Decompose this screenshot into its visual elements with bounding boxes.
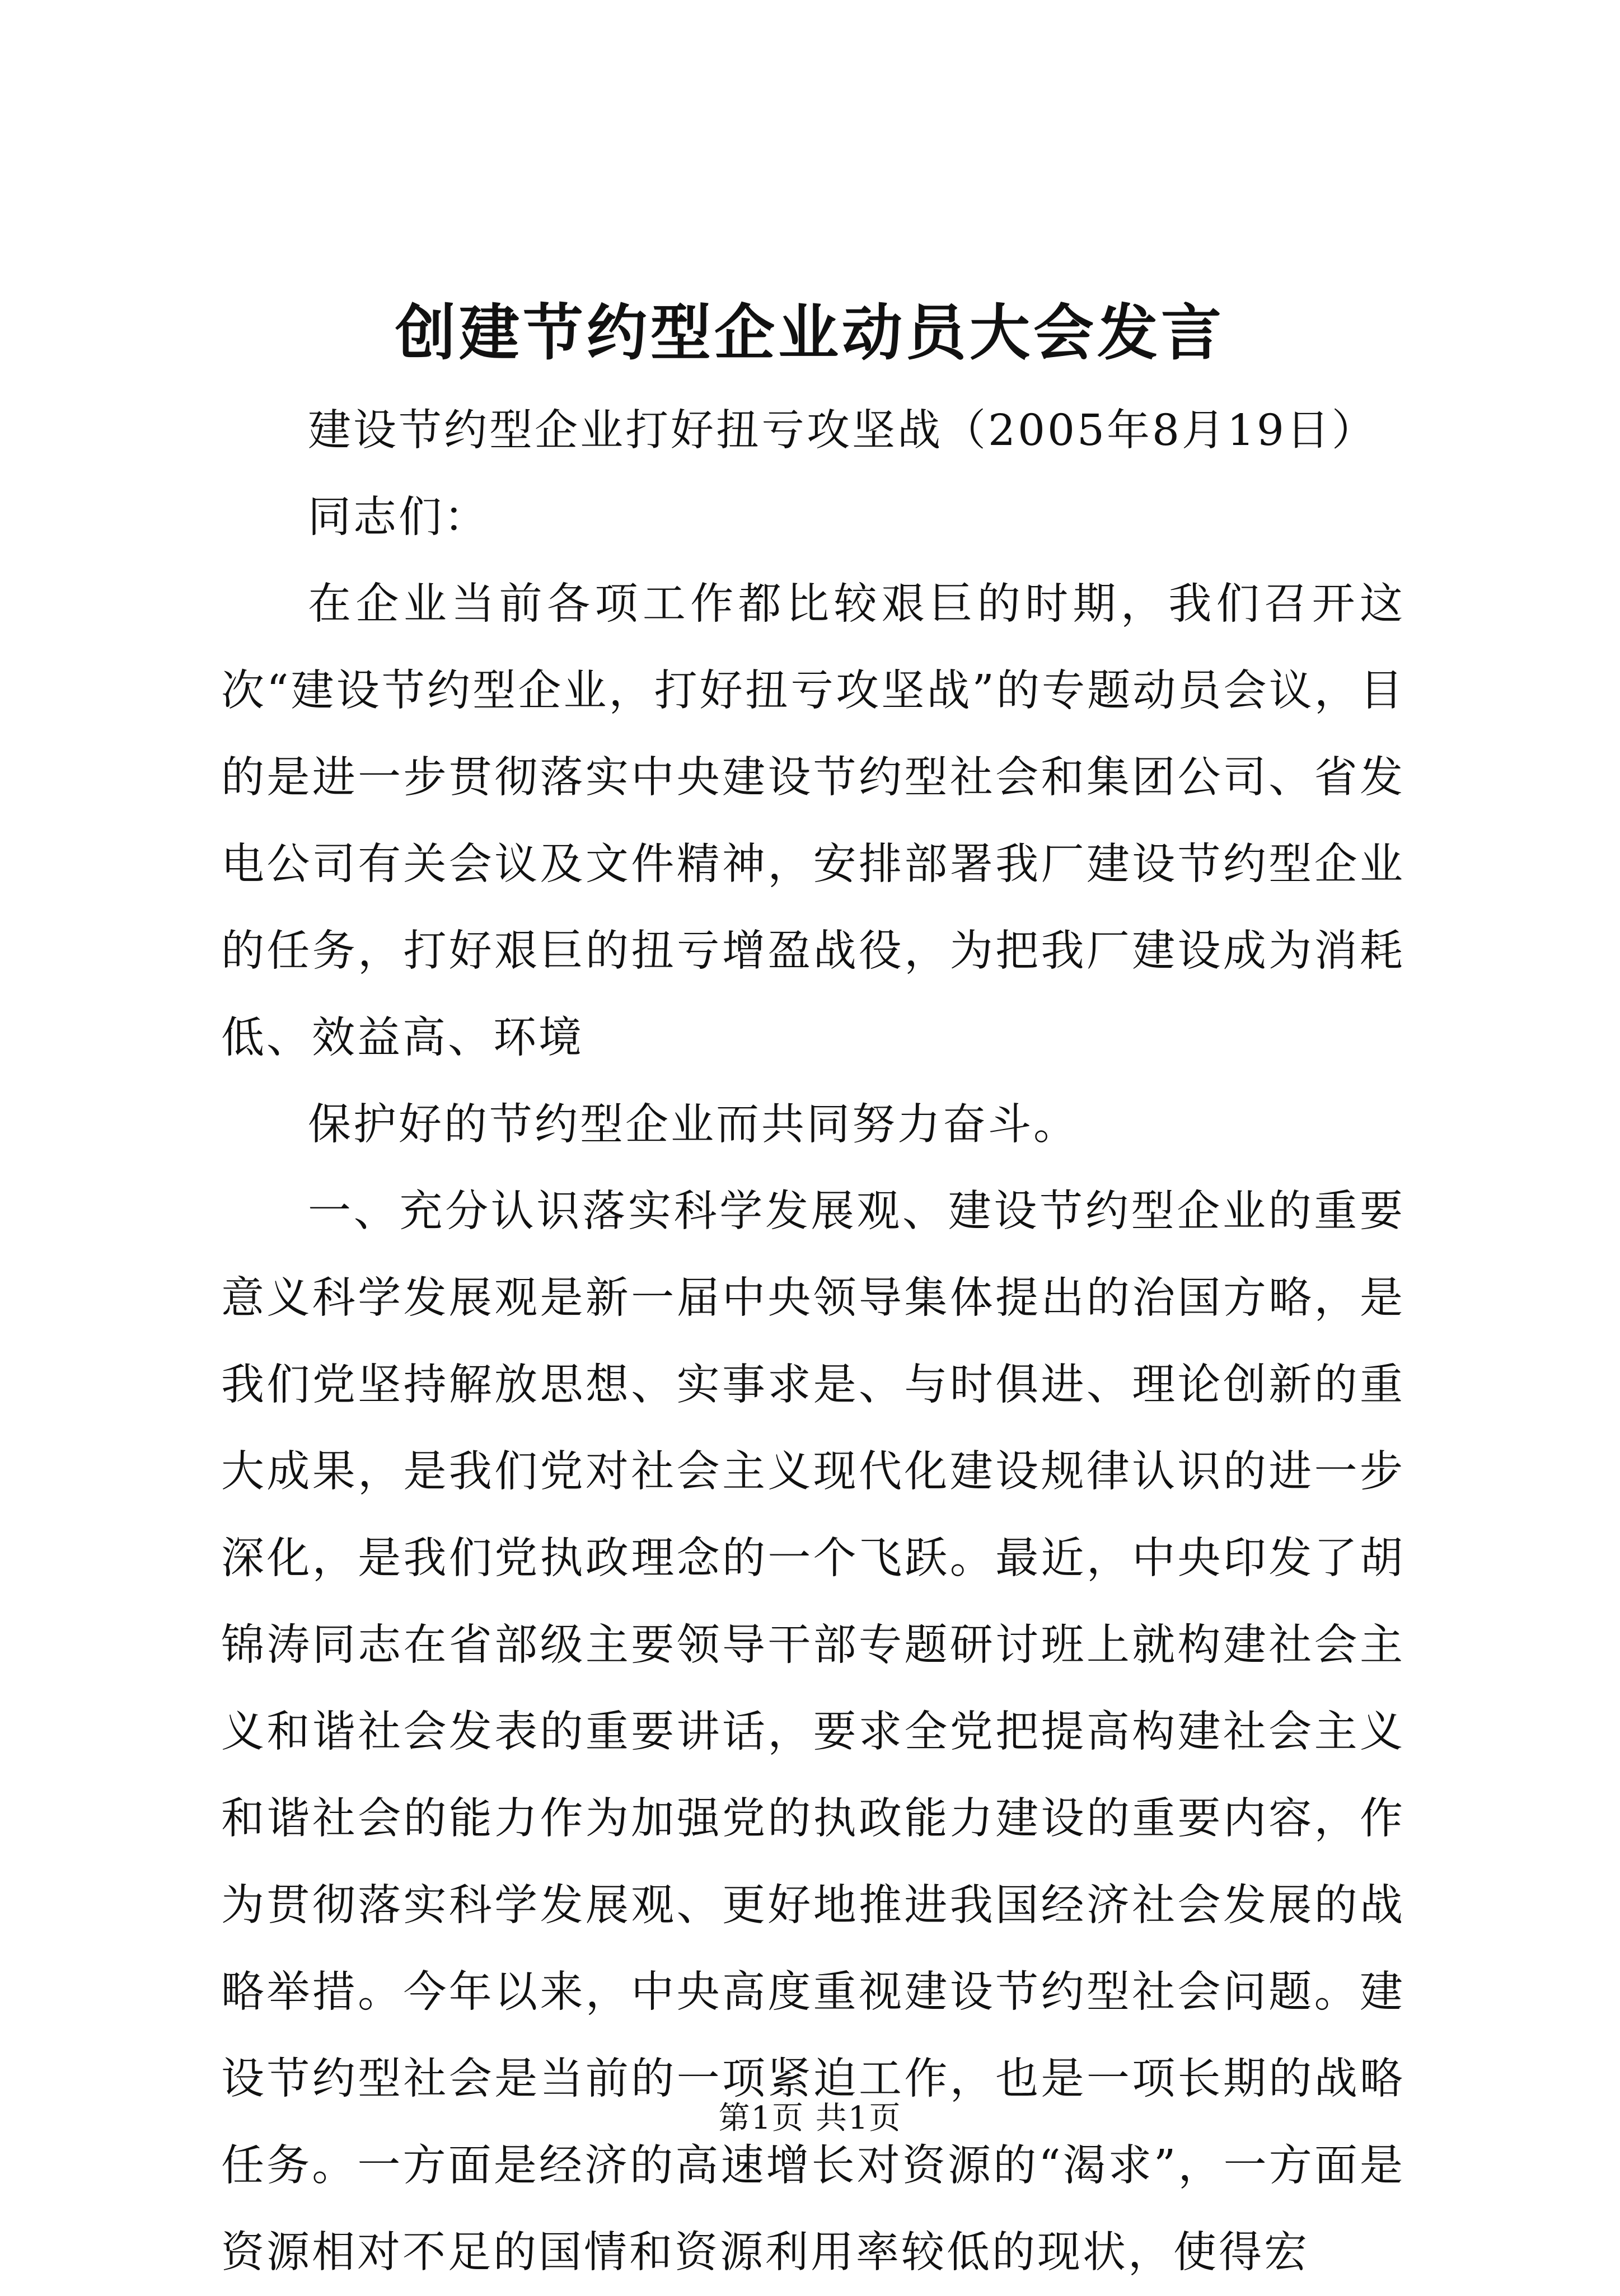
page-footer: 第1页 共1页 [718, 2100, 902, 2136]
salutation-paragraph: 同志们： [308, 493, 489, 542]
body-paragraph: 在企业当前各项工作都比较艰巨的时期，我们召开这次“建设节约型企业，打好扭亏攻坚战”的专题动员会议，目的是进一步贯彻落实中央建设节约型社会和集团公司、省发电公司有关会议及文件精神，安排部署我厂建设节约型企业的任务，打好艰巨的扭亏增盈战役，为把我厂建设成为消耗低、效益高、环境 [221, 579, 1405, 1063]
body-paragraph: 一、充分认识落实科学发展观、建设节约型企业的重要意义科学发展观是新一届中央领导集体提出的治国方略，是我们党坚持解放思想、实事求是、与时俱进、理论创新的重大成果，是我们党对社会主义现代化建设规律认识的进一步深化，是我们党执政理念的一个飞跃。最近，中央印发了胡锦涛同志在省部级主要领导干部专题研讨班上就构建社会主义和谐社会发表的重要讲话，要求全党把提高构建社会主义和谐社会的能力作为加强党的执政能力建设的重要内容，作为贯彻落实科学发展观、更好地推进我国经济社会发展的战略举措。今年以来，中央高度重视建设节约型社会问题。建设节约型社会是当前的一项紧迫工作，也是一项长期的战略任务。一方面是经济的高速增长对资源的“渴求”，一方面是资源相对不足的国情和资源利用率较低的现状，使得宏 [221, 1187, 1405, 2278]
body-paragraph: 保护好的节约型企业而共同努力奋斗。 [308, 1100, 1079, 1150]
document-body [221, 387, 1405, 2296]
subtitle-paragraph: 建设节约型企业打好扭亏攻坚战（2005年8月19日） [308, 406, 1377, 456]
document-title: 创建节约型企业动员大会发言 [395, 298, 1225, 368]
